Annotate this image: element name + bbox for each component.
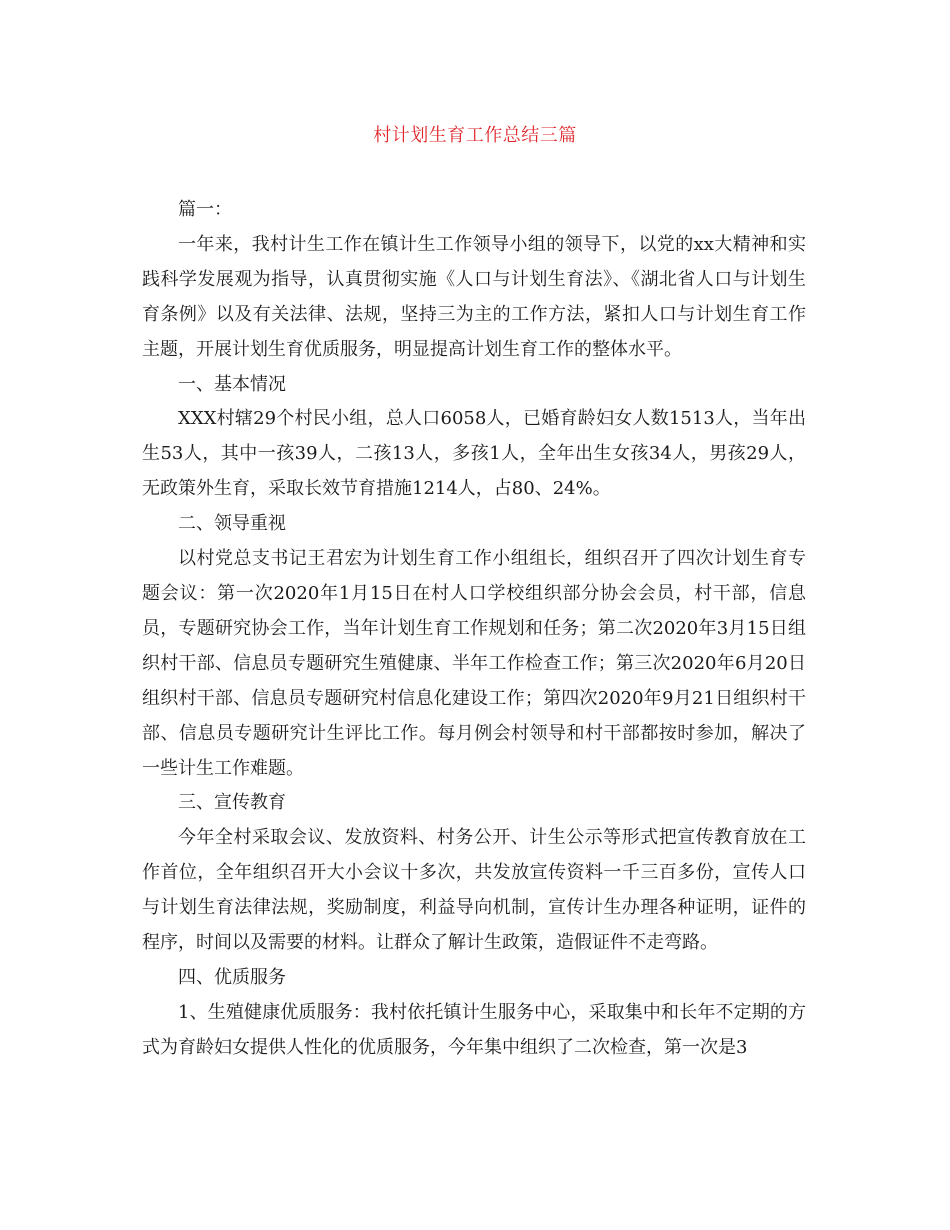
- body-paragraph: 以村党总支书记王君宏为计划生育工作小组组长，组织召开了四次计划生育专题会议：第一次2020年1月15日在村人口学校组织部分协会会员，村干部，信息员，专题研究协会工作，当年计划生育工作规划和任务；第二次2020年3月15日组织村干部、信息员专题研究生殖健康、半年工作检查工作；第三次2020年6月20日组织村干部、信息员专题研究村信息化建设工作；第四次2020年9月21日组织村干部、信息员专题研究计生评比工作。每月例会村领导和村干部都按时参加，解决了一些计生工作难题。: [142, 548, 806, 779]
- section-heading: 二、领导重视: [178, 513, 286, 535]
- document-body: [142, 193, 806, 1066]
- body-paragraph: 1、生殖健康优质服务：我村依托镇计生服务中心，采取集中和长年不定期的方式为育龄妇女提供人性化的优质服务，今年集中组织了二次检查，第一次是3: [142, 1001, 806, 1058]
- section-heading: 四、优质服务: [178, 966, 286, 988]
- section-heading: 一、基本情况: [178, 373, 286, 395]
- section-heading: 三、宣传教育: [178, 792, 286, 814]
- body-paragraph: 一年来，我村计生工作在镇计生工作领导小组的领导下，以党的xx大精神和实践科学发展观为指导，认真贯彻实施《人口与计划生育法》、《湖北省人口与计划生育条例》以及有关法律、法规，坚持三为主的工作方法，紧扣人口与计划生育工作主题，开展计划生育优质服务，明显提高计划生育工作的整体水平。: [142, 233, 806, 360]
- document-title: 村计划生育工作总结三篇: [373, 125, 577, 146]
- section-heading: 篇一：: [178, 199, 232, 220]
- body-paragraph: XXX村辖29个村民小组，总人口6058人，已婚育龄妇女人数1513人，当年出生53人，其中一孩39人，二孩13人，多孩1人，全年出生女孩34人，男孩29人，无政策外生育，采取长效节育措施1214人，占80、24%。: [142, 408, 806, 500]
- body-paragraph: 今年全村采取会议、发放资料、村务公开、计生公示等形式把宣传教育放在工作首位，全年组织召开大小会议十多次，共发放宣传资料一千三百多份，宣传人口与计划生育法律法规，奖励制度，利益导向机制，宣传计生办理各种证明，证件的程序，时间以及需要的材料。让群众了解计生政策，造假证件不走弯路。: [142, 827, 806, 954]
